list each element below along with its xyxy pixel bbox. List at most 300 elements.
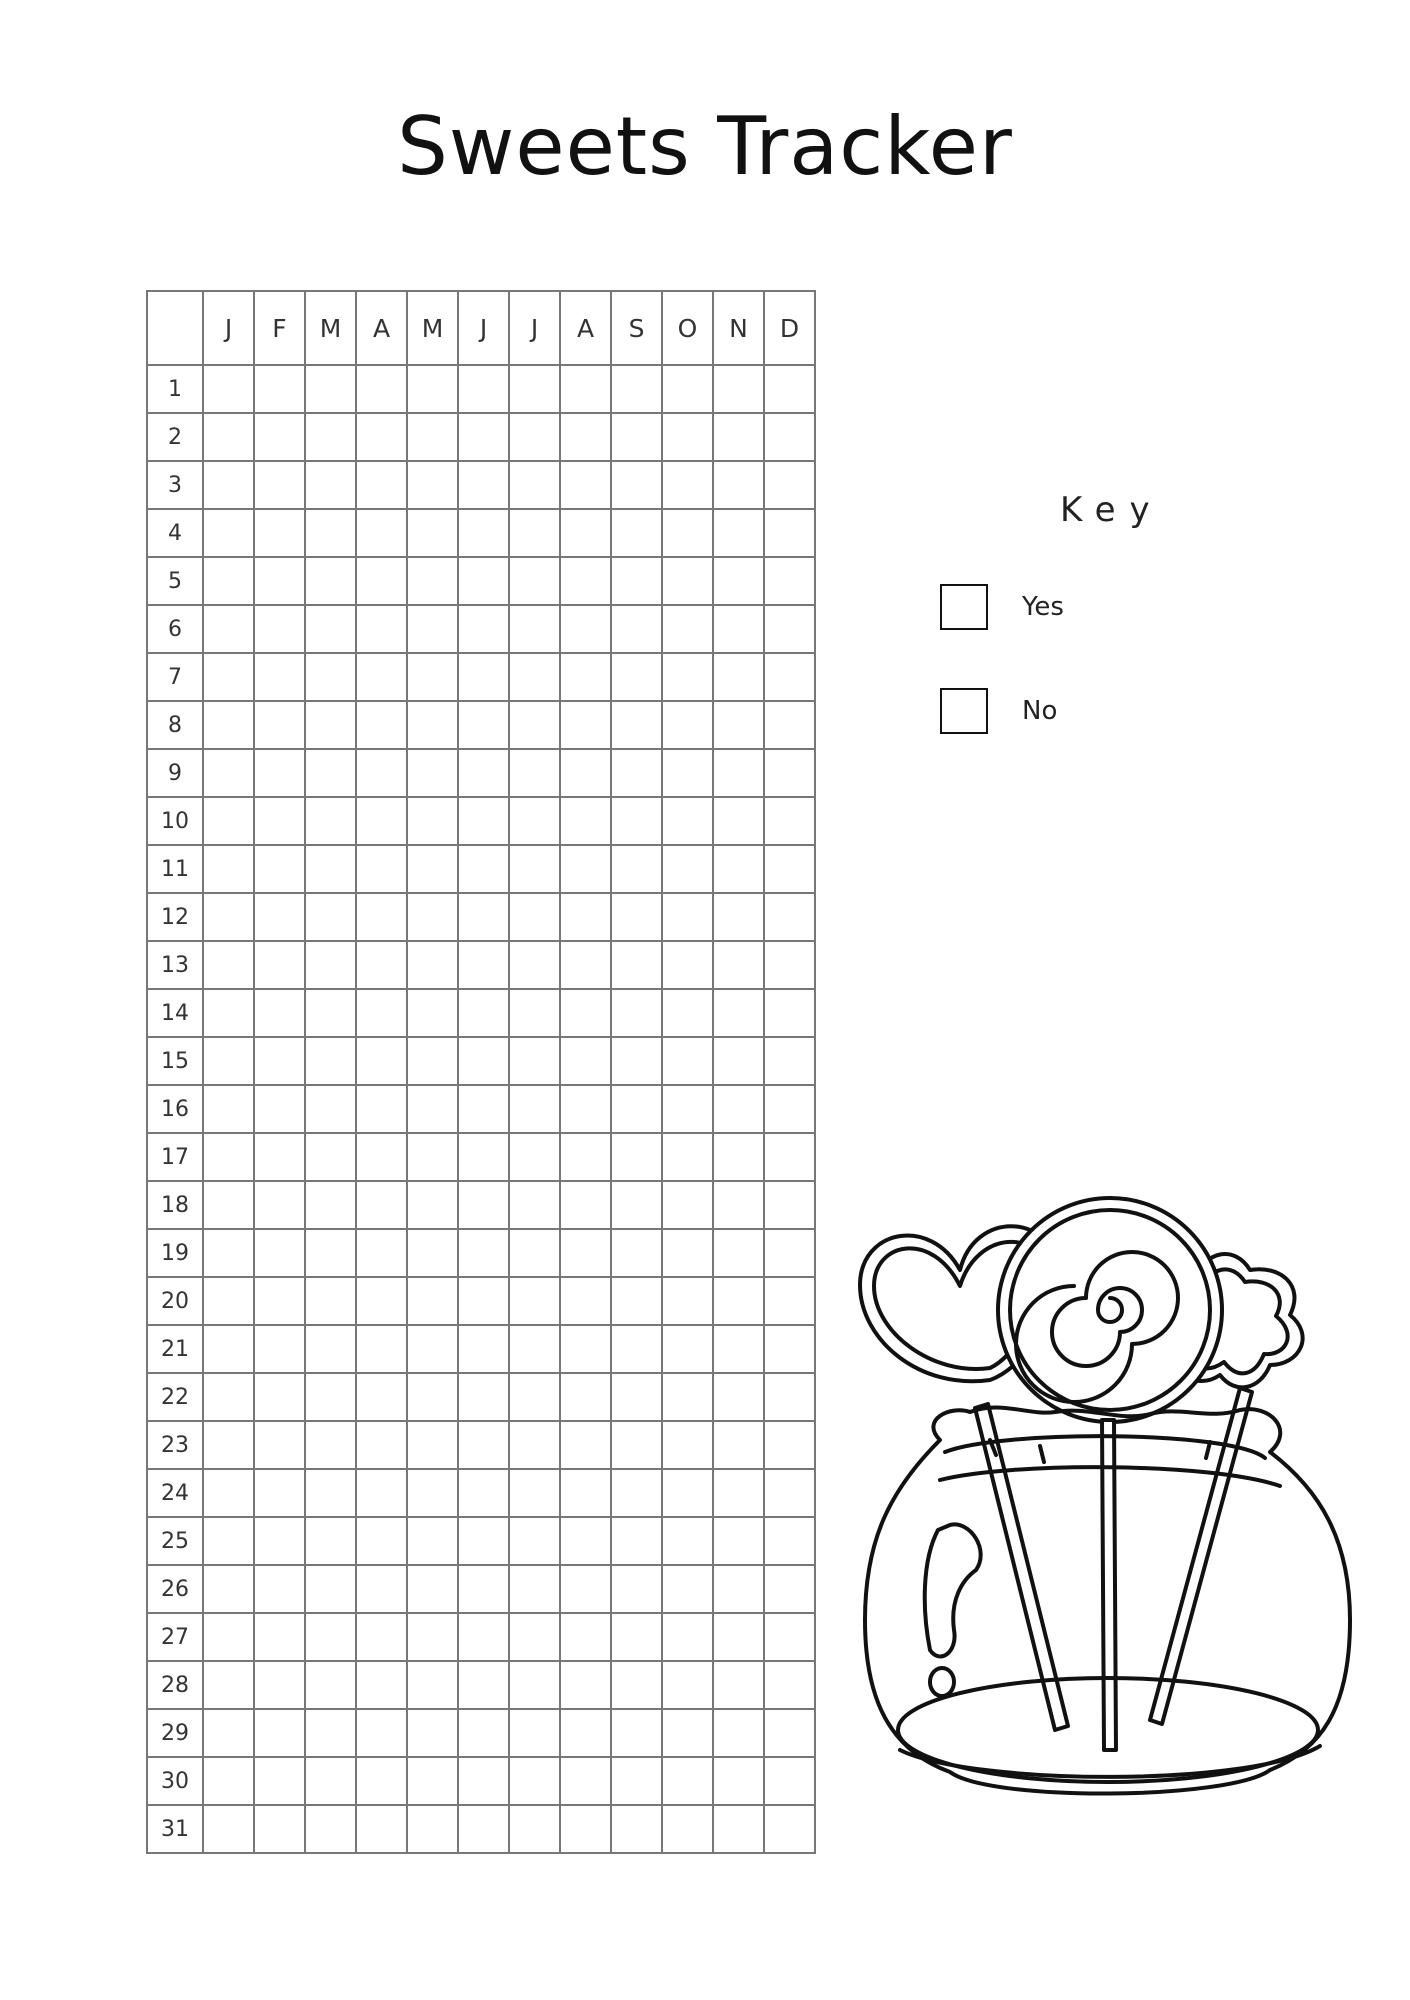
tracker-cell[interactable] (254, 749, 305, 797)
tracker-cell[interactable] (560, 653, 611, 701)
tracker-cell[interactable] (509, 749, 560, 797)
tracker-cell[interactable] (509, 1181, 560, 1229)
tracker-cell[interactable] (764, 1133, 815, 1181)
tracker-cell[interactable] (560, 1565, 611, 1613)
tracker-cell[interactable] (611, 845, 662, 893)
tracker-cell[interactable] (764, 461, 815, 509)
tracker-cell[interactable] (458, 1709, 509, 1757)
tracker-cell[interactable] (662, 605, 713, 653)
tracker-cell[interactable] (356, 1325, 407, 1373)
tracker-cell[interactable] (713, 1613, 764, 1661)
tracker-cell[interactable] (458, 701, 509, 749)
tracker-cell[interactable] (407, 1277, 458, 1325)
tracker-cell[interactable] (356, 1133, 407, 1181)
tracker-cell[interactable] (356, 557, 407, 605)
tracker-cell[interactable] (254, 893, 305, 941)
tracker-cell[interactable] (713, 893, 764, 941)
tracker-cell[interactable] (305, 1037, 356, 1085)
tracker-cell[interactable] (764, 1373, 815, 1421)
tracker-cell[interactable] (764, 1325, 815, 1373)
tracker-cell[interactable] (356, 845, 407, 893)
tracker-cell[interactable] (611, 509, 662, 557)
tracker-cell[interactable] (713, 1373, 764, 1421)
tracker-cell[interactable] (509, 797, 560, 845)
tracker-cell[interactable] (713, 461, 764, 509)
tracker-cell[interactable] (203, 797, 254, 845)
tracker-cell[interactable] (713, 701, 764, 749)
tracker-cell[interactable] (254, 1181, 305, 1229)
tracker-cell[interactable] (560, 1757, 611, 1805)
tracker-cell[interactable] (560, 1037, 611, 1085)
tracker-cell[interactable] (305, 845, 356, 893)
tracker-cell[interactable] (305, 605, 356, 653)
tracker-cell[interactable] (407, 1661, 458, 1709)
tracker-cell[interactable] (458, 605, 509, 653)
tracker-cell[interactable] (407, 1373, 458, 1421)
tracker-cell[interactable] (662, 893, 713, 941)
tracker-cell[interactable] (662, 1517, 713, 1565)
tracker-cell[interactable] (305, 797, 356, 845)
tracker-cell[interactable] (713, 749, 764, 797)
tracker-cell[interactable] (560, 1613, 611, 1661)
tracker-cell[interactable] (458, 797, 509, 845)
tracker-cell[interactable] (356, 1517, 407, 1565)
tracker-cell[interactable] (458, 1037, 509, 1085)
tracker-cell[interactable] (305, 1133, 356, 1181)
tracker-cell[interactable] (713, 1277, 764, 1325)
tracker-cell[interactable] (713, 941, 764, 989)
tracker-cell[interactable] (407, 1805, 458, 1853)
tracker-cell[interactable] (356, 461, 407, 509)
tracker-cell[interactable] (203, 509, 254, 557)
tracker-cell[interactable] (305, 893, 356, 941)
tracker-cell[interactable] (407, 1709, 458, 1757)
tracker-cell[interactable] (509, 941, 560, 989)
tracker-cell[interactable] (560, 461, 611, 509)
tracker-cell[interactable] (713, 1517, 764, 1565)
tracker-cell[interactable] (509, 1517, 560, 1565)
tracker-cell[interactable] (662, 941, 713, 989)
tracker-cell[interactable] (305, 701, 356, 749)
tracker-cell[interactable] (203, 1037, 254, 1085)
tracker-cell[interactable] (203, 461, 254, 509)
tracker-cell[interactable] (407, 1037, 458, 1085)
tracker-cell[interactable] (662, 749, 713, 797)
tracker-cell[interactable] (254, 1709, 305, 1757)
tracker-cell[interactable] (203, 749, 254, 797)
tracker-cell[interactable] (611, 1277, 662, 1325)
tracker-cell[interactable] (203, 1805, 254, 1853)
tracker-cell[interactable] (407, 1517, 458, 1565)
tracker-cell[interactable] (713, 797, 764, 845)
tracker-cell[interactable] (254, 1661, 305, 1709)
tracker-cell[interactable] (203, 1277, 254, 1325)
tracker-cell[interactable] (662, 1613, 713, 1661)
tracker-cell[interactable] (509, 701, 560, 749)
tracker-cell[interactable] (407, 1325, 458, 1373)
tracker-cell[interactable] (203, 653, 254, 701)
tracker-cell[interactable] (662, 509, 713, 557)
tracker-cell[interactable] (662, 413, 713, 461)
tracker-cell[interactable] (764, 365, 815, 413)
tracker-cell[interactable] (509, 1709, 560, 1757)
tracker-cell[interactable] (203, 1229, 254, 1277)
tracker-cell[interactable] (356, 893, 407, 941)
tracker-cell[interactable] (764, 989, 815, 1037)
tracker-cell[interactable] (305, 1565, 356, 1613)
tracker-cell[interactable] (407, 941, 458, 989)
tracker-cell[interactable] (509, 413, 560, 461)
tracker-cell[interactable] (560, 1181, 611, 1229)
tracker-cell[interactable] (560, 509, 611, 557)
tracker-cell[interactable] (713, 1709, 764, 1757)
tracker-cell[interactable] (509, 845, 560, 893)
tracker-cell[interactable] (305, 1229, 356, 1277)
tracker-cell[interactable] (203, 1373, 254, 1421)
tracker-cell[interactable] (611, 1757, 662, 1805)
tracker-cell[interactable] (662, 1181, 713, 1229)
tracker-cell[interactable] (458, 1277, 509, 1325)
tracker-cell[interactable] (509, 461, 560, 509)
tracker-cell[interactable] (254, 941, 305, 989)
tracker-cell[interactable] (305, 1325, 356, 1373)
tracker-cell[interactable] (662, 1565, 713, 1613)
tracker-cell[interactable] (764, 1037, 815, 1085)
tracker-cell[interactable] (611, 1661, 662, 1709)
tracker-cell[interactable] (458, 653, 509, 701)
tracker-cell[interactable] (560, 1709, 611, 1757)
tracker-cell[interactable] (560, 989, 611, 1037)
tracker-cell[interactable] (356, 1469, 407, 1517)
tracker-cell[interactable] (356, 1421, 407, 1469)
tracker-cell[interactable] (407, 1757, 458, 1805)
tracker-cell[interactable] (509, 605, 560, 653)
tracker-cell[interactable] (203, 557, 254, 605)
tracker-cell[interactable] (356, 413, 407, 461)
tracker-cell[interactable] (509, 1277, 560, 1325)
tracker-cell[interactable] (560, 413, 611, 461)
tracker-cell[interactable] (713, 1085, 764, 1133)
tracker-cell[interactable] (305, 1661, 356, 1709)
tracker-cell[interactable] (407, 749, 458, 797)
tracker-cell[interactable] (407, 989, 458, 1037)
tracker-cell[interactable] (509, 365, 560, 413)
tracker-cell[interactable] (764, 893, 815, 941)
tracker-cell[interactable] (203, 1325, 254, 1373)
tracker-cell[interactable] (254, 1421, 305, 1469)
tracker-cell[interactable] (407, 797, 458, 845)
tracker-cell[interactable] (611, 557, 662, 605)
tracker-cell[interactable] (458, 1661, 509, 1709)
tracker-cell[interactable] (713, 509, 764, 557)
tracker-cell[interactable] (458, 1229, 509, 1277)
tracker-cell[interactable] (356, 797, 407, 845)
tracker-cell[interactable] (560, 605, 611, 653)
tracker-cell[interactable] (560, 941, 611, 989)
tracker-cell[interactable] (305, 941, 356, 989)
tracker-cell[interactable] (509, 1805, 560, 1853)
tracker-cell[interactable] (764, 797, 815, 845)
tracker-cell[interactable] (254, 1805, 305, 1853)
key-no-checkbox[interactable] (940, 688, 988, 734)
tracker-cell[interactable] (254, 1757, 305, 1805)
tracker-cell[interactable] (203, 1517, 254, 1565)
tracker-cell[interactable] (356, 1181, 407, 1229)
tracker-cell[interactable] (560, 797, 611, 845)
tracker-cell[interactable] (764, 1277, 815, 1325)
tracker-cell[interactable] (662, 845, 713, 893)
tracker-cell[interactable] (407, 1469, 458, 1517)
tracker-cell[interactable] (764, 653, 815, 701)
tracker-cell[interactable] (407, 365, 458, 413)
tracker-cell[interactable] (560, 1469, 611, 1517)
tracker-cell[interactable] (509, 1421, 560, 1469)
tracker-cell[interactable] (458, 1517, 509, 1565)
tracker-cell[interactable] (356, 1709, 407, 1757)
tracker-cell[interactable] (356, 941, 407, 989)
tracker-cell[interactable] (560, 1133, 611, 1181)
tracker-cell[interactable] (662, 1757, 713, 1805)
tracker-cell[interactable] (305, 365, 356, 413)
tracker-cell[interactable] (254, 1565, 305, 1613)
tracker-cell[interactable] (458, 893, 509, 941)
tracker-cell[interactable] (764, 605, 815, 653)
tracker-cell[interactable] (356, 1037, 407, 1085)
tracker-cell[interactable] (560, 749, 611, 797)
tracker-cell[interactable] (611, 1469, 662, 1517)
tracker-cell[interactable] (764, 749, 815, 797)
tracker-cell[interactable] (764, 1469, 815, 1517)
tracker-cell[interactable] (662, 1469, 713, 1517)
tracker-cell[interactable] (305, 461, 356, 509)
tracker-cell[interactable] (764, 413, 815, 461)
tracker-cell[interactable] (713, 1469, 764, 1517)
tracker-cell[interactable] (560, 845, 611, 893)
tracker-cell[interactable] (203, 701, 254, 749)
tracker-cell[interactable] (458, 365, 509, 413)
tracker-cell[interactable] (764, 1181, 815, 1229)
tracker-cell[interactable] (356, 1373, 407, 1421)
tracker-cell[interactable] (356, 1565, 407, 1613)
tracker-cell[interactable] (662, 1229, 713, 1277)
tracker-cell[interactable] (611, 653, 662, 701)
tracker-cell[interactable] (611, 1517, 662, 1565)
tracker-cell[interactable] (713, 1181, 764, 1229)
tracker-cell[interactable] (611, 1373, 662, 1421)
tracker-cell[interactable] (458, 1085, 509, 1133)
tracker-cell[interactable] (764, 941, 815, 989)
tracker-cell[interactable] (713, 1661, 764, 1709)
tracker-cell[interactable] (560, 1517, 611, 1565)
tracker-cell[interactable] (458, 941, 509, 989)
tracker-cell[interactable] (713, 1757, 764, 1805)
tracker-cell[interactable] (560, 365, 611, 413)
tracker-cell[interactable] (407, 845, 458, 893)
tracker-cell[interactable] (356, 1661, 407, 1709)
tracker-cell[interactable] (611, 605, 662, 653)
tracker-cell[interactable] (305, 1517, 356, 1565)
tracker-cell[interactable] (458, 1613, 509, 1661)
tracker-cell[interactable] (254, 1325, 305, 1373)
tracker-cell[interactable] (305, 1421, 356, 1469)
tracker-cell[interactable] (611, 989, 662, 1037)
tracker-cell[interactable] (764, 1661, 815, 1709)
tracker-cell[interactable] (305, 413, 356, 461)
tracker-cell[interactable] (305, 1469, 356, 1517)
tracker-cell[interactable] (407, 653, 458, 701)
tracker-cell[interactable] (407, 413, 458, 461)
tracker-cell[interactable] (560, 1421, 611, 1469)
tracker-cell[interactable] (713, 1805, 764, 1853)
tracker-cell[interactable] (203, 1757, 254, 1805)
tracker-cell[interactable] (356, 653, 407, 701)
tracker-cell[interactable] (305, 1085, 356, 1133)
tracker-cell[interactable] (305, 1805, 356, 1853)
tracker-cell[interactable] (662, 1709, 713, 1757)
tracker-cell[interactable] (407, 605, 458, 653)
tracker-cell[interactable] (662, 1661, 713, 1709)
tracker-cell[interactable] (254, 605, 305, 653)
tracker-cell[interactable] (458, 413, 509, 461)
tracker-cell[interactable] (203, 1181, 254, 1229)
tracker-cell[interactable] (254, 797, 305, 845)
tracker-cell[interactable] (407, 1565, 458, 1613)
tracker-cell[interactable] (305, 1709, 356, 1757)
tracker-cell[interactable] (662, 1373, 713, 1421)
tracker-cell[interactable] (458, 1565, 509, 1613)
tracker-cell[interactable] (662, 1325, 713, 1373)
tracker-cell[interactable] (509, 1037, 560, 1085)
tracker-cell[interactable] (356, 509, 407, 557)
tracker-cell[interactable] (764, 1565, 815, 1613)
tracker-cell[interactable] (203, 989, 254, 1037)
tracker-cell[interactable] (611, 1085, 662, 1133)
tracker-cell[interactable] (764, 509, 815, 557)
tracker-cell[interactable] (764, 1709, 815, 1757)
tracker-cell[interactable] (203, 1709, 254, 1757)
tracker-cell[interactable] (509, 989, 560, 1037)
tracker-cell[interactable] (254, 509, 305, 557)
tracker-cell[interactable] (254, 989, 305, 1037)
tracker-cell[interactable] (509, 1661, 560, 1709)
tracker-cell[interactable] (662, 701, 713, 749)
tracker-cell[interactable] (356, 1085, 407, 1133)
tracker-cell[interactable] (662, 1805, 713, 1853)
tracker-cell[interactable] (662, 1037, 713, 1085)
tracker-cell[interactable] (458, 1325, 509, 1373)
tracker-cell[interactable] (713, 1133, 764, 1181)
tracker-cell[interactable] (611, 461, 662, 509)
tracker-cell[interactable] (203, 845, 254, 893)
tracker-cell[interactable] (356, 1613, 407, 1661)
tracker-cell[interactable] (254, 1517, 305, 1565)
tracker-cell[interactable] (254, 1613, 305, 1661)
tracker-cell[interactable] (662, 557, 713, 605)
tracker-cell[interactable] (509, 1085, 560, 1133)
tracker-cell[interactable] (662, 1133, 713, 1181)
tracker-cell[interactable] (254, 1373, 305, 1421)
tracker-cell[interactable] (713, 413, 764, 461)
tracker-cell[interactable] (611, 1709, 662, 1757)
tracker-cell[interactable] (305, 1757, 356, 1805)
tracker-cell[interactable] (509, 1469, 560, 1517)
tracker-cell[interactable] (407, 1421, 458, 1469)
tracker-cell[interactable] (356, 1757, 407, 1805)
tracker-cell[interactable] (407, 1229, 458, 1277)
tracker-cell[interactable] (509, 653, 560, 701)
tracker-cell[interactable] (458, 509, 509, 557)
tracker-cell[interactable] (458, 1805, 509, 1853)
tracker-cell[interactable] (611, 1229, 662, 1277)
tracker-cell[interactable] (407, 509, 458, 557)
tracker-cell[interactable] (611, 1565, 662, 1613)
tracker-cell[interactable] (356, 989, 407, 1037)
tracker-cell[interactable] (713, 989, 764, 1037)
tracker-cell[interactable] (611, 893, 662, 941)
key-yes-checkbox[interactable] (940, 584, 988, 630)
tracker-cell[interactable] (662, 797, 713, 845)
tracker-cell[interactable] (203, 1133, 254, 1181)
tracker-cell[interactable] (254, 557, 305, 605)
tracker-cell[interactable] (764, 557, 815, 605)
tracker-cell[interactable] (407, 461, 458, 509)
tracker-cell[interactable] (305, 653, 356, 701)
tracker-cell[interactable] (662, 1085, 713, 1133)
tracker-cell[interactable] (458, 989, 509, 1037)
tracker-cell[interactable] (407, 1085, 458, 1133)
tracker-cell[interactable] (203, 365, 254, 413)
tracker-cell[interactable] (611, 941, 662, 989)
tracker-cell[interactable] (560, 1373, 611, 1421)
tracker-cell[interactable] (305, 557, 356, 605)
tracker-cell[interactable] (560, 1229, 611, 1277)
tracker-cell[interactable] (254, 413, 305, 461)
tracker-cell[interactable] (356, 749, 407, 797)
tracker-cell[interactable] (713, 1325, 764, 1373)
tracker-cell[interactable] (203, 941, 254, 989)
tracker-cell[interactable] (560, 557, 611, 605)
tracker-cell[interactable] (458, 1181, 509, 1229)
tracker-cell[interactable] (305, 989, 356, 1037)
tracker-cell[interactable] (254, 1133, 305, 1181)
tracker-cell[interactable] (713, 557, 764, 605)
tracker-cell[interactable] (764, 1517, 815, 1565)
tracker-cell[interactable] (764, 1757, 815, 1805)
tracker-cell[interactable] (254, 461, 305, 509)
tracker-cell[interactable] (662, 653, 713, 701)
tracker-cell[interactable] (611, 1421, 662, 1469)
tracker-cell[interactable] (458, 1757, 509, 1805)
tracker-cell[interactable] (560, 701, 611, 749)
tracker-cell[interactable] (305, 1181, 356, 1229)
tracker-cell[interactable] (611, 365, 662, 413)
tracker-cell[interactable] (509, 557, 560, 605)
tracker-cell[interactable] (356, 701, 407, 749)
tracker-cell[interactable] (356, 605, 407, 653)
tracker-cell[interactable] (305, 509, 356, 557)
tracker-cell[interactable] (662, 1421, 713, 1469)
tracker-cell[interactable] (509, 1229, 560, 1277)
tracker-cell[interactable] (560, 1325, 611, 1373)
tracker-cell[interactable] (611, 1613, 662, 1661)
tracker-cell[interactable] (560, 1805, 611, 1853)
tracker-cell[interactable] (509, 1133, 560, 1181)
tracker-cell[interactable] (458, 557, 509, 605)
tracker-cell[interactable] (662, 1277, 713, 1325)
tracker-cell[interactable] (458, 1421, 509, 1469)
tracker-cell[interactable] (254, 1469, 305, 1517)
tracker-cell[interactable] (203, 1469, 254, 1517)
